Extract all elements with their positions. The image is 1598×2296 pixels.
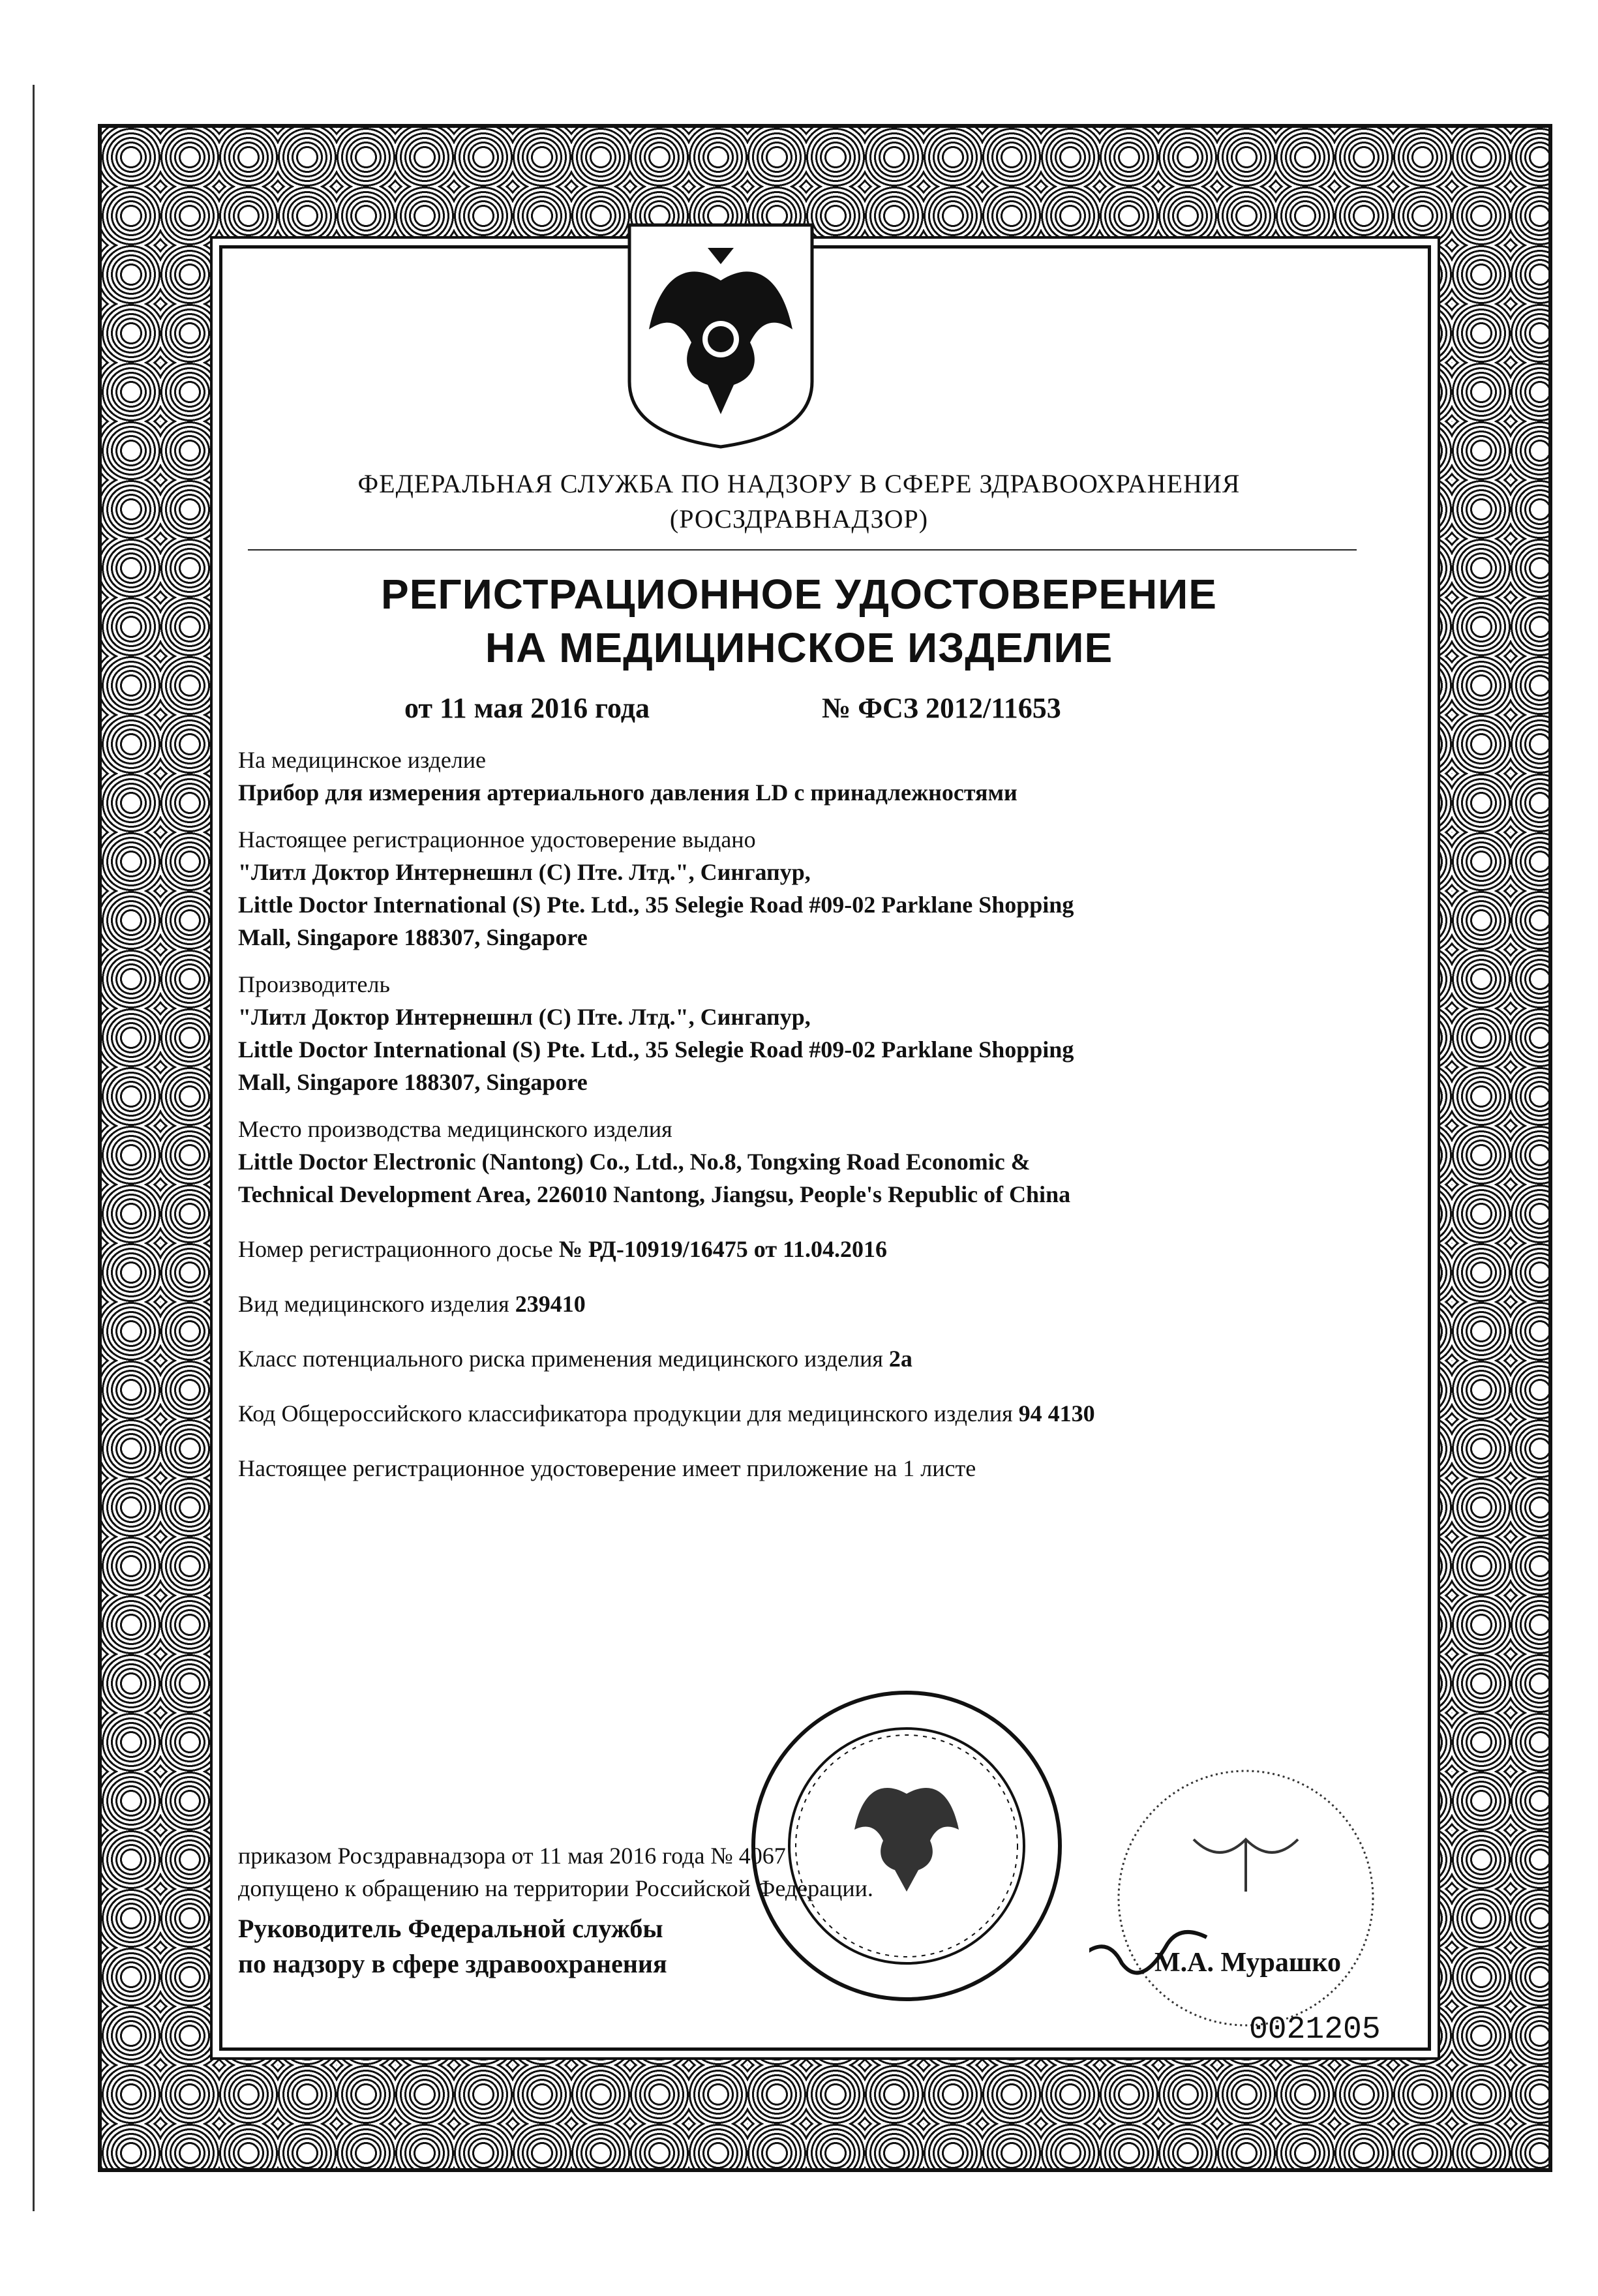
manufacturer-label: Производитель [238, 971, 390, 997]
document-subtitle: НА МЕДИЦИНСКОЕ ИЗДЕЛИЕ [485, 624, 1113, 671]
production-site-2: Technical Development Area, 226010 Nantong, Jiangsu, People's Republic of China [238, 1181, 1071, 1207]
production-site-label: Место производства медицинского изделия [238, 1116, 672, 1142]
dossier-value: № РД-10919/16475 от 11.04.2016 [558, 1236, 888, 1262]
document-title: РЕГИСТРАЦИОННОЕ УДОСТОВЕРЕНИЕ [381, 571, 1217, 618]
risk-line [238, 1342, 1383, 1375]
order-line: приказом Росздравнадзора от 11 мая 2016 года № 4067 [238, 1843, 786, 1869]
production-site-1: Little Doctor Electronic (Nantong) Co., Ltd., No.8, Tongxing Road Economic & [238, 1149, 1031, 1175]
device-name: Прибор для измерения артериального давления LD с принадлежностями [238, 779, 1018, 806]
issued-label: Настоящее регистрационное удостоверение выдано [238, 826, 756, 853]
issue-date: от 11 мая 2016 года [404, 692, 650, 724]
risk-label: Класс потенциального риска применения медицинского изделия [238, 1346, 883, 1372]
head-title-1: Руководитель Федеральной службы [238, 1914, 663, 1943]
head-title-2: по надзору в сфере здравоохранения [238, 1949, 667, 1978]
kind-label: Вид медицинского изделия [238, 1291, 509, 1317]
agency-name: ФЕДЕРАЛЬНАЯ СЛУЖБА ПО НАДЗОРУ В СФЕРЕ ЗДРАВООХРАНЕНИЯ [357, 469, 1241, 498]
risk-value: 2а [888, 1346, 912, 1372]
kind-value: 239410 [515, 1291, 586, 1317]
manufacturer-en-1: Little Doctor International (S) Pte. Ltd., 35 Selegie Road #09-02 Parklane Shopping [238, 1036, 1074, 1063]
dossier-line [238, 1233, 1383, 1265]
okp-label: Код Общероссийского классификатора продукции для медицинского изделия [238, 1400, 1013, 1427]
appendix-note: Настоящее регистрационное удостоверение имеет приложение на 1 листе [238, 1455, 976, 1481]
certificate-number: № ФСЗ 2012/11653 [822, 692, 1061, 724]
form-serial-number: 0021205 [1249, 2012, 1381, 2047]
manufacturer-ru: "Литл Доктор Интернешнл (С) Пте. Лтд.", Сингапур, [238, 1004, 811, 1030]
issued-to-en-2: Mall, Singapore 188307, Singapore [238, 924, 588, 950]
issued-to-ru: "Литл Доктор Интернешнл (С) Пте. Лтд.", Сингапур, [238, 859, 811, 885]
issued-to-en-1: Little Doctor International (S) Pte. Ltd., 35 Selegie Road #09-02 Parklane Shopping [238, 892, 1074, 918]
okp-value: 94 4130 [1018, 1400, 1095, 1427]
scan-edge-line [33, 85, 35, 2211]
kind-line [238, 1288, 1383, 1320]
header-divider [248, 549, 1357, 551]
certificate-body [238, 744, 1383, 1485]
coat-of-arms-emblem [623, 219, 819, 450]
device-label: На медицинское изделие [238, 747, 487, 773]
signatory-name: М.А. Мурашко [1154, 1948, 1342, 1978]
okp-line [238, 1397, 1383, 1430]
agency-abbreviation: (РОСЗДРАВНАДЗОР) [669, 504, 929, 534]
admission-line: допущено к обращению на территории Российской Федерации. [238, 1875, 873, 1901]
dossier-label: Номер регистрационного досье [238, 1236, 553, 1262]
manufacturer-en-2: Mall, Singapore 188307, Singapore [238, 1069, 588, 1095]
